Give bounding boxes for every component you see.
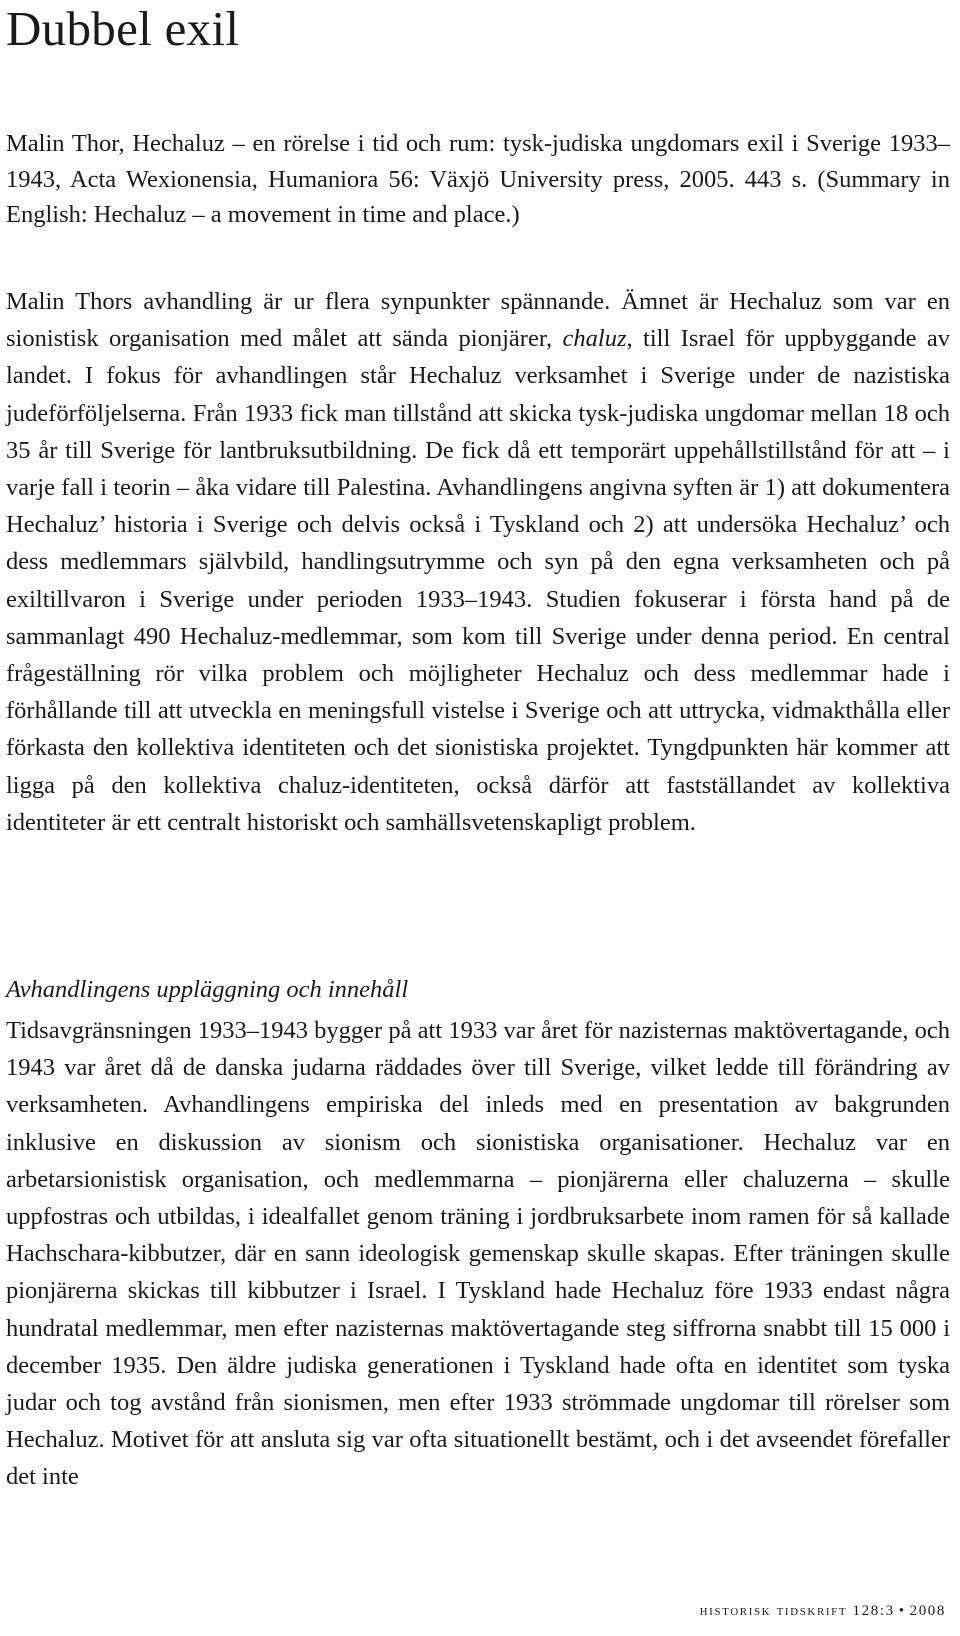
paragraph-intro bbox=[6, 283, 950, 841]
book-citation: Malin Thor, Hechaluz – en rörelse i tid och rum: tysk-judiska ungdomars exil i Sverige 1933–1943, Acta Wexionensia, Humaniora 56: Växjö University press, 2005. 443 s. (Summary in English: Hechaluz – a movement in time and place.) bbox=[6, 130, 950, 228]
footer-separator: • bbox=[898, 1603, 906, 1619]
page-title: Dubbel exil bbox=[6, 1, 240, 56]
paragraph-section: Tidsavgränsningen 1933–1943 bygger på att 1933 var året för nazisternas maktövertagande, och 1943 var året då de danska judarna räddades över till Sverige, vilket ledde till förändring av verksamheten. Avhandlingens empiriska del inleds med en presentation av bakgrunden inklusive en diskussion av sionism och sionistiska organisationer. Hechaluz var en arbetarsionistisk organisation, och medlemmarna – pionjärerna eller chaluzerna – skulle uppfostras och utbildas, i idealfallet genom träning i jordbruksarbete inom ramen för så kallade Hachschara-kibbutzer, där en sann ideologisk gemenskap skulle skapas. Efter träningen skulle pionjärerna skickas till kibbutzer i Israel. I Tyskland hade Hechaluz före 1933 endast några hundratal medlemmar, men efter nazisternas maktövertagande steg siffrorna snabbt till 15 000 i december 1935. Den äldre judiska generationen i Tyskland hade ofta en identitet som tyska judar och tog avstånd från sionismen, men efter 1933 strömmade ungdomar till rörelser som Hechaluz. Motivet för att ansluta sig var ofta situationellt bestämt, och i det avseendet förefaller det inte bbox=[6, 1017, 950, 1491]
page-footer bbox=[700, 1603, 946, 1620]
footer-year: 2008 bbox=[909, 1603, 946, 1619]
paragraph-intro-start: Malin Thors avhandling är ur flera synpunkter spännande. Ämnet är Hechaluz som var en sionistisk organisation med målet att sända pionjärer, bbox=[6, 288, 950, 353]
paragraph-intro-italic-term: chaluz bbox=[562, 325, 627, 353]
paragraph-intro-rest: , till Israel för uppbyggande av landet. I fokus för avhandlingen står Hechaluz verksamhet i Sverige under de nazistiska judeförföljelserna. Från 1933 fick man tillstånd att skicka tysk-judiska ungdomar mellan 18 och 35 år till Sverige för lantbruksutbildning. De fick då ett temporärt uppehållstillstånd för att – i varje fall i teorin – åka vidare till Palestina. Avhandlingens angivna syften är 1) att dokumentera Hechaluz’ historia i Sverige och delvis också i Tyskland och 2) att undersöka Hechaluz’ och dess medlemmars självbild, handlingsutrymme och syn på den egna verksamheten och på exiltillvaron i Sverige under perioden 1933–1943. Studien fokuserar i första hand på de sammanlagt 490 Hechaluz-medlemmar, som kom till Sverige under denna period. En central frågeställning rör vilka problem och möjligheter Hechaluz och dess medlemmar hade i förhållande till att utveckla en meningsfull vistelse i Sverige och att uttrycka, vidmakthålla eller förkasta den kollektiva identiteten och det sionistiska projektet. Tyngdpunkten här kommer att ligga på den kollektiva chaluz-identiteten, också därför att fastställandet av kollektiva identiteter är ett centralt historiskt och samhällsvetenskapligt problem. bbox=[6, 325, 950, 836]
section-heading: Avhandlingens uppläggning och innehåll bbox=[6, 976, 409, 1003]
footer-journal: historisk tidskrift 128:3 bbox=[699, 1603, 895, 1619]
